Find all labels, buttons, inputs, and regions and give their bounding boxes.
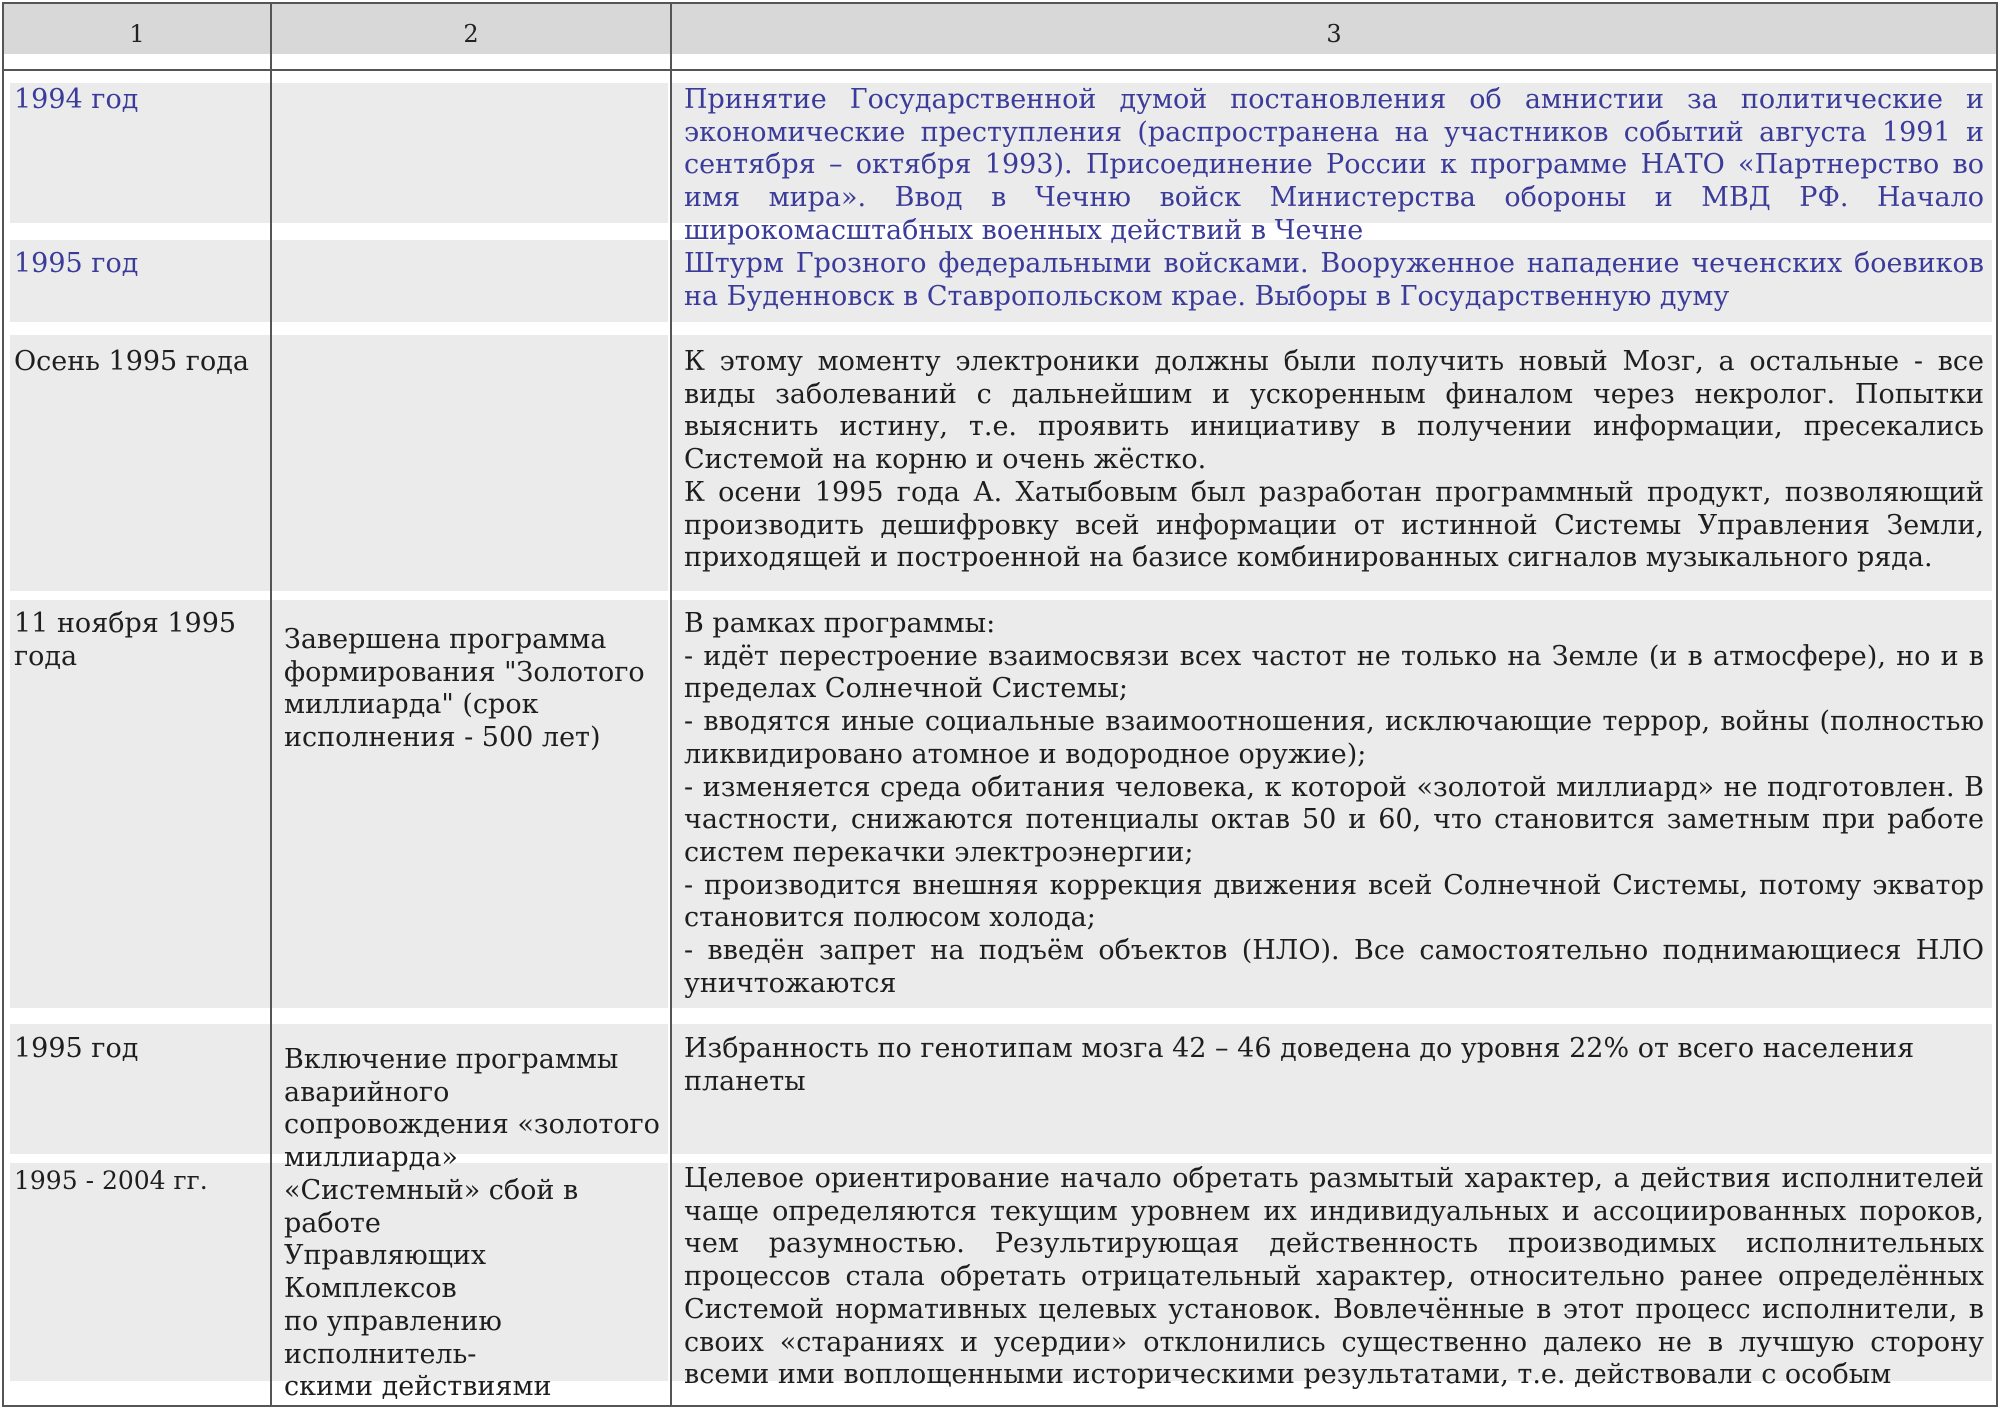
row-description xyxy=(684,608,1984,1000)
row-event: Включение программы аварийного сопровождения «золотого миллиарда» xyxy=(284,1044,660,1174)
paragraph: К осени 1995 года А. Хатыбовым был разработан программный продукт, позволяющий производить дешифровку всей информации от истинной Системы Управления Земли, приходящей и построенной на базисе комбинированных сигналов музыкального ряда. xyxy=(684,476,1984,574)
header-col-3: 3 xyxy=(1326,20,1342,48)
paragraph: - производится внешняя коррекция движения всей Солнечной Системы, потому экватор становится полюсом холода; xyxy=(684,869,1984,934)
row-description: Принятие Государственной думой постановления об амнистии за политические и экономические преступления (распространена на участников событий августа 1991 и сентября – октября 1993). Присоединение России к программе НАТО «Партнерство во имя мира». Ввод в Чечню войск Министерства обороны и МВД РФ. Начало широкомасштабных военных действий в Чечне xyxy=(684,84,1984,246)
column-divider xyxy=(670,2,672,1407)
event-line: скими действиями xyxy=(284,1371,552,1403)
row-date: Осень 1995 года xyxy=(14,346,249,377)
row-description: Штурм Грозного федеральными войсками. Вооруженное нападение чеченских боевиков на Буденновск в Ставропольском крае. Выборы в Государственную думу xyxy=(684,248,1984,312)
paragraph: В рамках программы: xyxy=(684,608,996,639)
paragraph: К этому моменту электроники должны были получить новый Мозг, а остальные - все виды заболеваний с дальнейшим и ускоренным финалом через некролог. Попытки выяснить истину, т.е. проявить инициативу в получении информации, пресекались Системой на корню и очень жёстко. xyxy=(684,346,1984,476)
row-description: Избранность по генотипам мозга 42 – 46 доведена до уровня 22% от всего населения планеты xyxy=(684,1033,1915,1097)
row-date: 11 ноября 1995 года xyxy=(14,608,237,672)
event-line: «Системный» сбой в работе xyxy=(284,1175,579,1239)
column-divider xyxy=(270,2,272,1407)
event-line: по управлению xyxy=(284,1305,502,1337)
event-line: Управляющих Комплексов xyxy=(284,1240,487,1305)
event-line: исполнитель- xyxy=(284,1338,477,1370)
row-event xyxy=(284,1175,664,1404)
header-col-2: 2 xyxy=(463,20,479,48)
paragraph: - введён запрет на подъём объектов (НЛО). Все самостоятельно поднимающиеся НЛО уничтожаются xyxy=(684,935,1984,999)
row-date: 1995 год xyxy=(14,248,139,279)
paragraph: - вводятся иные социальные взаимоотношения, исключающие террор, войны (полностью ликвидировано атомное и водородное оружие); xyxy=(684,706,1984,770)
header-col-1: 1 xyxy=(129,20,145,48)
paragraph: - идёт перестроение взаимосвязи всех частот не только на Земле (и в атмосфере), но и в пределах Солнечной Системы; xyxy=(684,640,1984,705)
row-date: 1995 - 2004 гг. xyxy=(14,1166,208,1195)
paragraph: - изменяется среда обитания человека, к которой «золотой миллиард» не подготовлен. В частности, снижаются потенциалы октав 50 и 60, что становится заметным при работе систем перекачки электроэнергии; xyxy=(684,771,1984,868)
row-event: Завершена программа формирования "Золотого миллиарда" (срок исполнения - 500 лет) xyxy=(284,624,645,754)
row-date: 1995 год xyxy=(14,1033,139,1064)
row-description xyxy=(684,346,1984,575)
row-description: Целевое ориентирование начало обретать размытый характер, а действия исполнителей чаще определяются текущим уровнем их индивидуальных и ассоциированных пороков, чем разумностью. Результирующая действенность производимых исполнительных процессов стала обретать отрицательный характер, относительно ранее определённых Системой нормативных целевых установок. Вовлечённые в этот процесс исполнители, в своих «стараниях и усердии» отклонились существенно далеко не в лучшую сторону всеми ими воплощенными историческими результатами, т.е. действовали с особым xyxy=(684,1163,1984,1391)
row-date: 1994 год xyxy=(14,84,139,115)
